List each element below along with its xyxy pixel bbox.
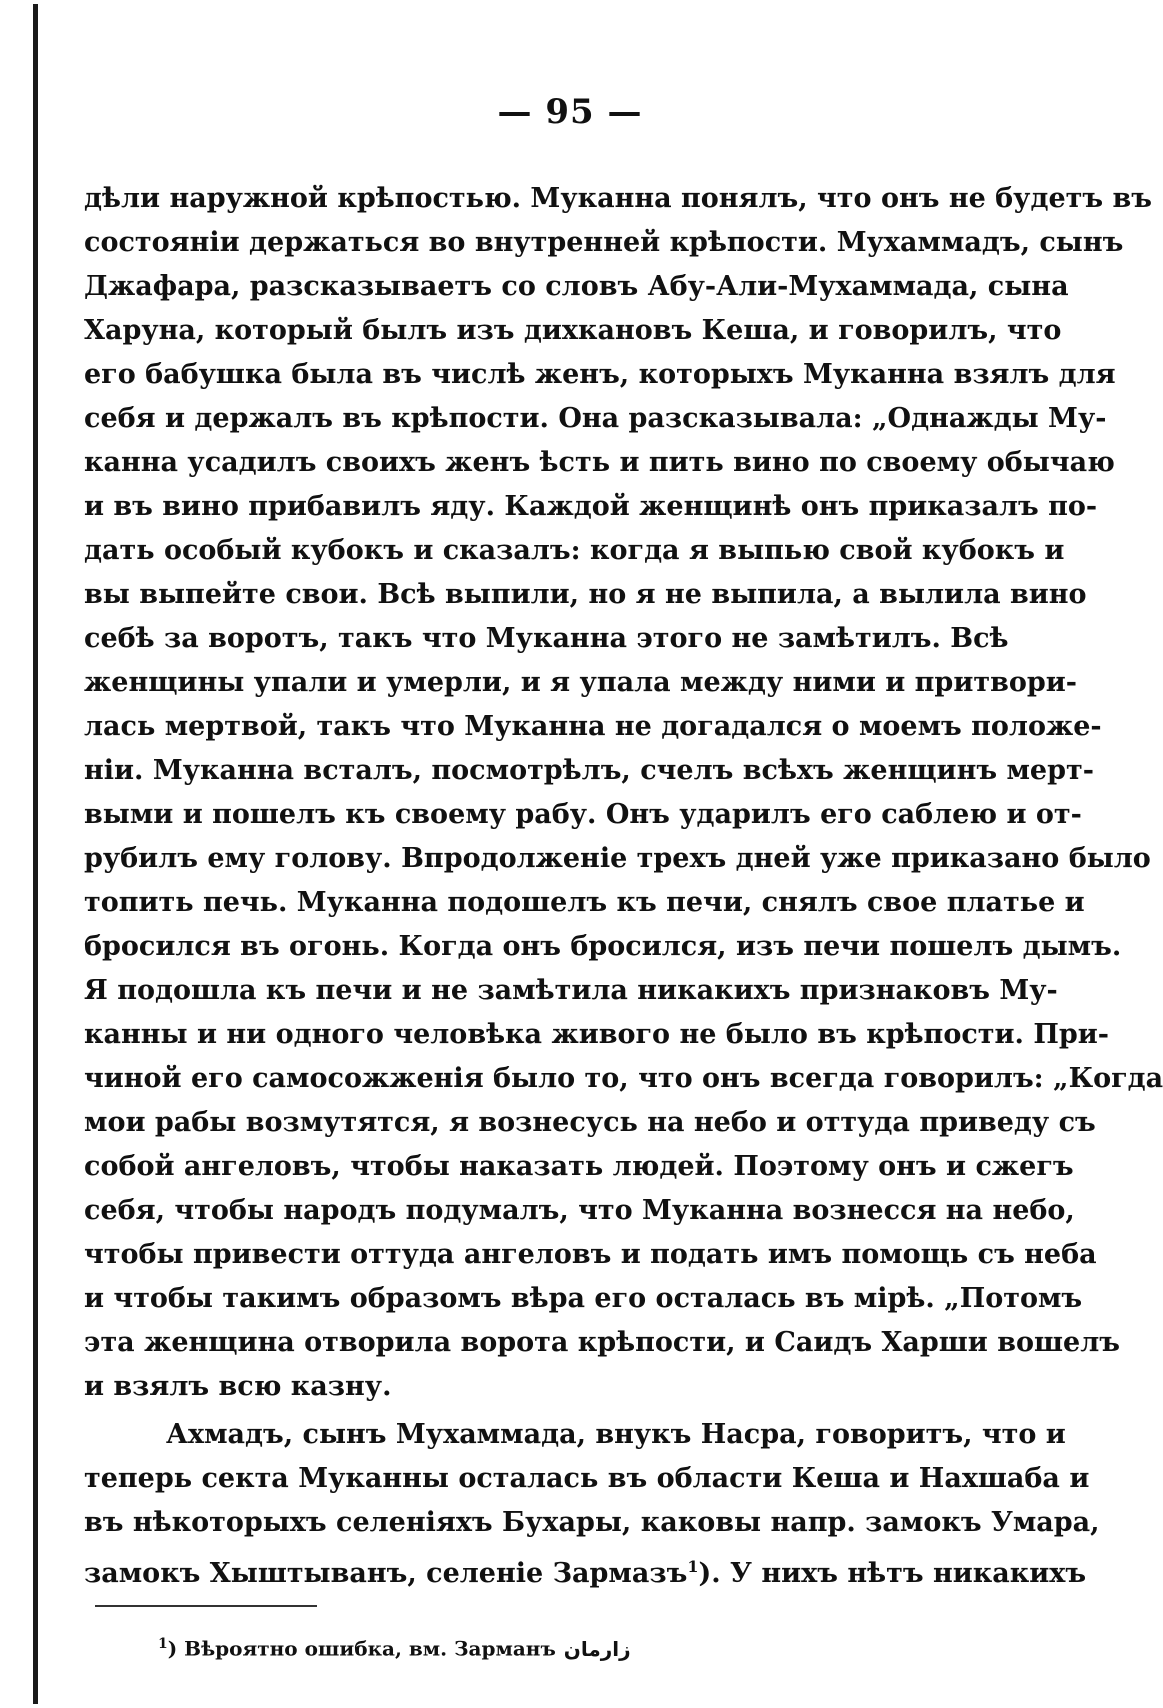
text-line: себѣ за воротъ, такъ что Муканна этого не замѣтилъ. Всѣ	[84, 623, 1009, 654]
footnote	[158, 1636, 631, 1661]
text-line: и взялъ всю казну.	[84, 1371, 392, 1402]
line-text-end: ). У нихъ нѣтъ никакихъ	[698, 1558, 1087, 1589]
footnote-reference: 1	[687, 1557, 699, 1576]
text-line: канны и ни одного человѣка живого не было въ крѣпости. При-	[84, 1019, 1109, 1050]
page-number: — 95 —	[497, 92, 643, 132]
text-line: дѣли наружной крѣпостью. Муканна понялъ, что онъ не будетъ въ	[84, 183, 1152, 214]
text-line: Харуна, который былъ изъ дихкановъ Кеша, и говорилъ, что	[84, 315, 1062, 346]
text-line	[84, 1545, 1087, 1589]
line-text: замокъ Хыштыванъ, селеніе Зармазъ	[84, 1558, 688, 1589]
paragraph-1	[84, 177, 1163, 1409]
text-line: бросился въ огонь. Когда онъ бросился, изъ печи пошелъ дымъ.	[84, 931, 1122, 962]
footnote-arabic: زارمان	[563, 1636, 631, 1661]
text-line: собой ангеловъ, чтобы наказать людей. Поэтому онъ и сжегъ	[84, 1151, 1074, 1182]
text-line: себя и держалъ въ крѣпости. Она разсказывала: „Однажды Му-	[84, 403, 1107, 434]
text-line: Ахмадъ, сынъ Мухаммада, внукъ Насра, говоритъ, что и	[166, 1419, 1066, 1450]
text-line: и въ вино прибавилъ яду. Каждой женщинѣ онъ приказалъ по-	[84, 491, 1098, 522]
text-line: топить печь. Муканна подошелъ къ печи, снялъ свое платье и	[84, 887, 1085, 918]
paragraph-2	[84, 1413, 1100, 1589]
footnote-separator	[95, 1605, 317, 1607]
text-line: себя, чтобы народъ подумалъ, что Муканна вознесся на небо,	[84, 1195, 1075, 1226]
text-line: Джафара, разсказываетъ со словъ Абу-Али-Мухаммада, сына	[84, 271, 1069, 302]
text-line: мои рабы возмутятся, я вознесусь на небо и оттуда приведу съ	[84, 1107, 1096, 1138]
text-line: лась мертвой, такъ что Муканна не догадался о моемъ положе-	[84, 711, 1102, 742]
text-line: теперь секта Муканны осталась въ области Кеша и Нахшаба и	[84, 1463, 1090, 1494]
text-line: эта женщина отворила ворота крѣпости, и Саидъ Харши вошелъ	[84, 1327, 1120, 1358]
text-line: ніи. Муканна всталъ, посмотрѣлъ, счелъ всѣхъ женщинъ мерт-	[84, 755, 1094, 786]
text-line: чиной его самосожженія было то, что онъ всегда говорилъ: „Когда	[84, 1063, 1163, 1094]
text-line: канна усадилъ своихъ женъ ѣсть и пить вино по своему обычаю	[84, 447, 1115, 478]
text-line: дать особый кубокъ и сказалъ: когда я выпью свой кубокъ и	[84, 535, 1065, 566]
text-line: женщины упали и умерли, и я упала между ними и притвори-	[84, 667, 1077, 698]
footnote-text: ) Вѣроятно ошибка, вм. Зарманъ	[167, 1636, 556, 1661]
footnote-mark: 1	[158, 1636, 168, 1652]
text-line: состояніи держаться во внутренней крѣпости. Мухаммадъ, сынъ	[84, 227, 1124, 258]
text-line: его бабушка была въ числѣ женъ, которыхъ Муканна взялъ для	[84, 359, 1116, 390]
text-line: чтобы привести оттуда ангеловъ и подать имъ помощь съ неба	[84, 1239, 1097, 1270]
main-text	[84, 177, 1163, 1589]
text-line: выми и пошелъ къ своему рабу. Онъ ударилъ его саблею и от-	[84, 799, 1082, 830]
text-line: въ нѣкоторыхъ селеніяхъ Бухары, каковы напр. замокъ Умара,	[84, 1507, 1100, 1538]
text-line: и чтобы такимъ образомъ вѣра его осталась въ мірѣ. „Потомъ	[84, 1283, 1083, 1314]
text-line: Я подошла къ печи и не замѣтила никакихъ признаковъ Му-	[84, 975, 1058, 1006]
page-edge-rule	[33, 4, 38, 1704]
text-line: вы выпейте свои. Всѣ выпили, но я не выпила, а вылила вино	[84, 579, 1087, 610]
text-line: рубилъ ему голову. Впродолженіе трехъ дней уже приказано было	[84, 843, 1151, 874]
